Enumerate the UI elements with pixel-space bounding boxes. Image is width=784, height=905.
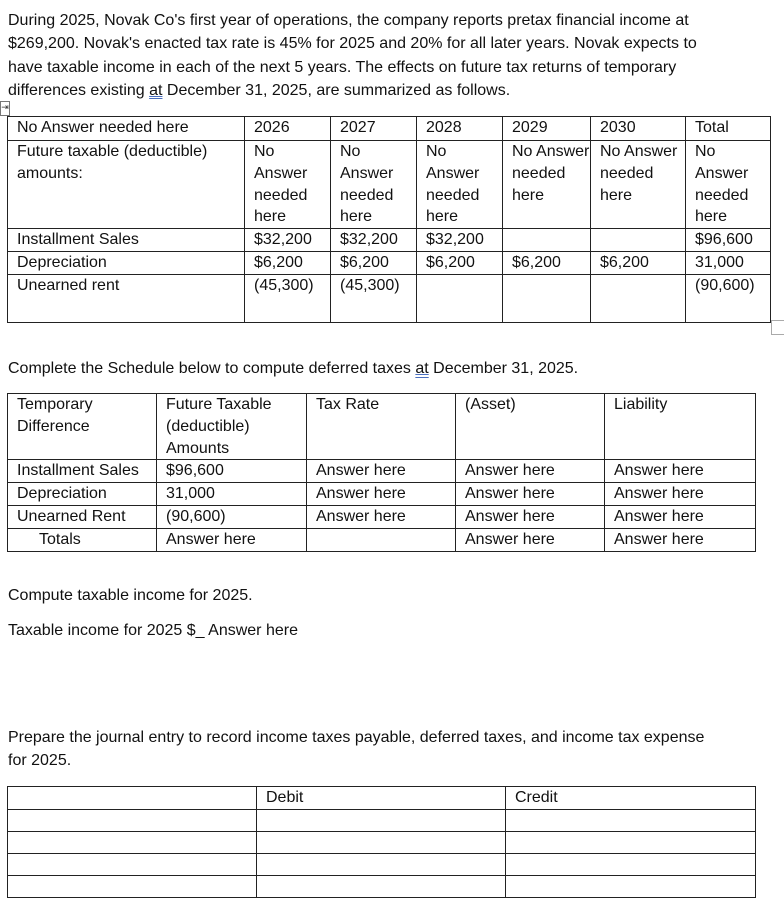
table-cell: $32,200 bbox=[331, 229, 417, 252]
intro-at-word: at bbox=[149, 81, 163, 99]
no-answer-cell: No Answer needed here bbox=[331, 141, 417, 229]
answer-field[interactable]: Answer here bbox=[307, 505, 456, 528]
schedule-header-cell: Tax Rate bbox=[307, 394, 456, 460]
answer-field[interactable]: Answer here bbox=[605, 460, 756, 483]
answer-field[interactable]: Answer here bbox=[605, 528, 756, 551]
table-cell: $96,600 bbox=[686, 229, 771, 252]
journal-instruction-line-1: Prepare the journal entry to record income taxes payable, deferred taxes, and income tax expense bbox=[8, 729, 705, 746]
future-table-corner-cell: No Answer needed here bbox=[8, 117, 245, 141]
table-cell: $6,200 bbox=[503, 251, 591, 274]
answer-field[interactable]: Answer here bbox=[307, 460, 456, 483]
amount-cell: (90,600) bbox=[157, 505, 307, 528]
journal-instruction-line-2: for 2025. bbox=[8, 752, 72, 770]
journal-entry-table bbox=[7, 786, 756, 898]
table-cell: $6,200 bbox=[417, 251, 503, 274]
table-cell: (45,300) bbox=[331, 274, 417, 322]
answer-field[interactable]: Answer here bbox=[456, 483, 605, 506]
taxable-income-line bbox=[8, 619, 748, 642]
journal-account-cell[interactable] bbox=[8, 875, 257, 897]
row-label: Unearned rent bbox=[8, 274, 245, 322]
journal-instruction bbox=[8, 726, 748, 773]
table-cell bbox=[591, 274, 686, 322]
deferred-tax-schedule-table bbox=[7, 393, 756, 552]
answer-field[interactable]: Answer here bbox=[157, 528, 307, 551]
no-answer-cell: No Answer needed here bbox=[686, 141, 771, 229]
future-table-amounts-row bbox=[8, 141, 771, 229]
table-row bbox=[8, 274, 771, 322]
future-amounts-table bbox=[7, 116, 771, 323]
table-cell: (90,600) bbox=[686, 274, 771, 322]
journal-row bbox=[8, 809, 756, 831]
totals-row bbox=[8, 528, 756, 551]
intro-line-3: have taxable income in each of the next 5 years. The effects on future tax returns of temporary bbox=[8, 58, 677, 76]
journal-header-debit: Debit bbox=[257, 787, 506, 810]
no-answer-cell: No Answer needed here bbox=[245, 141, 331, 229]
schedule-header-row bbox=[8, 394, 756, 460]
amounts-label-cell: Future taxable (deductible) amounts: bbox=[8, 141, 245, 229]
table-row bbox=[8, 229, 771, 252]
no-answer-cell: No Answer needed here bbox=[591, 141, 686, 229]
total-header: Total bbox=[686, 117, 771, 141]
answer-field[interactable]: Answer here bbox=[307, 483, 456, 506]
table-cell: $32,200 bbox=[245, 229, 331, 252]
intro-paragraph bbox=[8, 9, 748, 102]
journal-account-cell[interactable] bbox=[8, 809, 257, 831]
table-move-handle-icon[interactable]: ⇥ bbox=[0, 101, 10, 116]
journal-credit-cell[interactable] bbox=[506, 853, 756, 875]
table-cell bbox=[591, 229, 686, 252]
row-label: Depreciation bbox=[8, 483, 157, 506]
year-header: 2028 bbox=[417, 117, 503, 141]
table-cell: $6,200 bbox=[245, 251, 331, 274]
table-cell bbox=[503, 229, 591, 252]
table-cell: $6,200 bbox=[331, 251, 417, 274]
table-row bbox=[8, 251, 771, 274]
schedule-instruction-a: Complete the Schedule below to compute deferred taxes bbox=[8, 360, 416, 377]
journal-credit-cell[interactable] bbox=[506, 809, 756, 831]
journal-row bbox=[8, 875, 756, 897]
no-answer-cell: No Answer needed here bbox=[417, 141, 503, 229]
future-table-header-row bbox=[8, 117, 771, 141]
taxable-income-heading: Compute taxable income for 2025. bbox=[8, 587, 253, 604]
table-cell: $6,200 bbox=[591, 251, 686, 274]
schedule-instruction bbox=[8, 357, 748, 380]
table-cell: $32,200 bbox=[417, 229, 503, 252]
journal-header-row bbox=[8, 787, 756, 810]
journal-credit-cell[interactable] bbox=[506, 875, 756, 897]
year-header: 2029 bbox=[503, 117, 591, 141]
table-row bbox=[8, 505, 756, 528]
row-label: Installment Sales bbox=[8, 460, 157, 483]
schedule-header-cell: Future Taxable (deductible) Amounts bbox=[157, 394, 307, 460]
row-label: Unearned Rent bbox=[8, 505, 157, 528]
answer-field[interactable]: Answer here bbox=[605, 505, 756, 528]
intro-line-4-c: December 31, 2025, are summarized as follows. bbox=[162, 81, 511, 99]
intro-line-2: $269,200. Novak's enacted tax rate is 45% for 2025 and 20% for all later years. Novak expects to bbox=[8, 35, 697, 53]
journal-row bbox=[8, 831, 756, 853]
answer-field[interactable]: Answer here bbox=[605, 483, 756, 506]
intro-line-4-a: differences existing bbox=[8, 81, 150, 99]
intro-line-1: During 2025, Novak Co's first year of operations, the company reports pretax financial income at bbox=[8, 12, 689, 29]
answer-field[interactable]: Answer here bbox=[456, 505, 605, 528]
schedule-header-cell: Temporary Difference bbox=[8, 394, 157, 460]
year-header: 2027 bbox=[331, 117, 417, 141]
table-resize-handle[interactable] bbox=[771, 320, 784, 335]
journal-debit-cell[interactable] bbox=[257, 831, 506, 853]
answer-field[interactable]: Answer here bbox=[456, 460, 605, 483]
row-label: Depreciation bbox=[8, 251, 245, 274]
schedule-at-word: at bbox=[415, 360, 429, 377]
taxable-income-label: Taxable income for 2025 $_ bbox=[8, 622, 205, 639]
amount-cell: 31,000 bbox=[157, 483, 307, 506]
amount-cell: $96,600 bbox=[157, 460, 307, 483]
table-cell bbox=[417, 274, 503, 322]
table-row bbox=[8, 460, 756, 483]
empty-cell bbox=[307, 528, 456, 551]
journal-account-cell[interactable] bbox=[8, 853, 257, 875]
journal-row bbox=[8, 853, 756, 875]
table-cell: 31,000 bbox=[686, 251, 771, 274]
schedule-instruction-c: December 31, 2025. bbox=[428, 360, 579, 377]
journal-header-account bbox=[8, 787, 257, 810]
answer-field[interactable]: Answer here bbox=[456, 528, 605, 551]
journal-credit-cell[interactable] bbox=[506, 831, 756, 853]
year-header: 2030 bbox=[591, 117, 686, 141]
journal-account-cell[interactable] bbox=[8, 831, 257, 853]
journal-debit-cell[interactable] bbox=[257, 809, 506, 831]
totals-label: Totals bbox=[8, 528, 157, 551]
no-answer-cell: No Answer needed here bbox=[503, 141, 591, 229]
taxable-income-answer-field[interactable]: Answer here bbox=[208, 622, 298, 639]
intro-line-4 bbox=[8, 79, 748, 102]
table-row bbox=[8, 483, 756, 506]
schedule-header-cell: Liability bbox=[605, 394, 756, 460]
journal-header-credit: Credit bbox=[506, 787, 756, 810]
table-cell bbox=[503, 274, 591, 322]
row-label: Installment Sales bbox=[8, 229, 245, 252]
journal-debit-cell[interactable] bbox=[257, 853, 506, 875]
year-header: 2026 bbox=[245, 117, 331, 141]
journal-debit-cell[interactable] bbox=[257, 875, 506, 897]
schedule-header-cell: (Asset) bbox=[456, 394, 605, 460]
table-cell: (45,300) bbox=[245, 274, 331, 322]
